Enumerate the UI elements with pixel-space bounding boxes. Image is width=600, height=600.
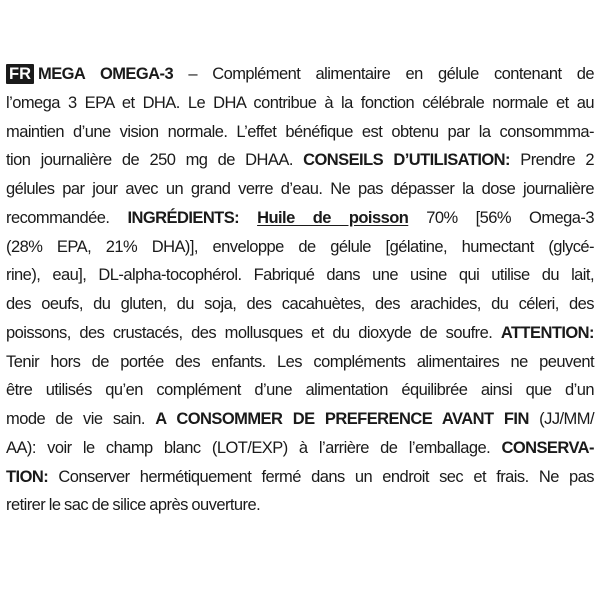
label-body-text: 70% [56% Omega-3 [408, 208, 594, 227]
label-body-text: recommandée. [6, 208, 128, 227]
label-heading-text: A CONSOMMER DE PREFERENCE AVANT FIN [155, 410, 529, 428]
label-body-text: AA): voir le champ blanc (LOT/EXP) à l’arrière de l’emballage. [6, 438, 502, 457]
label-line [6, 376, 594, 405]
label-body-text: des oeufs, du gluten, du soja, des cacahuètes, des arachides, du céleri, des [6, 295, 594, 313]
label-body-text: retirer le sac de silice après ouverture. [6, 496, 261, 515]
label-line [6, 319, 594, 348]
label-line [6, 290, 594, 319]
label-line [6, 233, 594, 262]
label-body-text: rine), eau], DL-alpha-tocophérol. Fabriqué dans une usine qui utilise du lait, [6, 266, 594, 285]
label-body-text: tion journalière de 250 mg de DHAA. [6, 151, 304, 170]
label-heading-text: INGRÉDIENTS: [127, 208, 240, 227]
product-label-text [6, 60, 594, 520]
label-body-text: mode de vie sain. [6, 410, 156, 428]
label-body-text: être utilisés qu’en complément d’une alimentation équilibrée ainsi que d’un [6, 381, 594, 400]
label-heading-text: CONSERVA- [501, 438, 594, 457]
label-heading-text: CONSEILS D’UTILISATION: [303, 151, 510, 170]
label-body-text: (JJ/MM/ [528, 410, 594, 428]
label-body-text: (28% EPA, 21% DHA)], enveloppe de gélule [gélatine, humectant (glycé- [6, 237, 594, 256]
label-body-text: poissons, des crustacés, des mollusques et du dioxyde de soufre. [6, 323, 501, 342]
label-lines [6, 60, 594, 520]
label-line [6, 204, 594, 233]
label-line [6, 175, 594, 204]
label-line [6, 261, 594, 290]
label-line [6, 89, 594, 118]
label-body-text: maintien d’une vision normale. L’effet bénéfique est obtenu par la consommma- [6, 122, 594, 141]
label-line [6, 434, 594, 463]
label-line [6, 60, 594, 89]
label-heading-text: ATTENTION: [500, 323, 594, 342]
label-line [6, 146, 594, 175]
label-line [6, 463, 594, 492]
label-line [6, 491, 594, 520]
label-body-text: Tenir hors de portée des enfants. Les compléments alimentaires ne peuvent [6, 352, 594, 371]
label-line [6, 348, 594, 377]
label-body-text: l’omega 3 EPA et DHA. Le DHA contribue à la fonction célébrale normale et au [6, 93, 594, 112]
label-body-text: Prendre 2 [509, 151, 594, 170]
label-heading-text: MEGA OMEGA-3 [38, 65, 174, 83]
label-body-text: Conserver hermétiquement fermé dans un endroit sec et frais. Ne pas [48, 467, 594, 486]
label-heading-text: TION: [6, 467, 49, 486]
label-body-text: – Complément alimentaire en gélule contenant de [173, 65, 594, 83]
label-body-text [239, 209, 257, 227]
label-line [6, 405, 594, 434]
label-line [6, 118, 594, 147]
language-badge: FR [6, 64, 34, 84]
label-heading-text: Huile de poisson [257, 208, 409, 227]
label-body-text: gélules par jour avec un grand verre d’eau. Ne pas dépasser la dose journalière [6, 180, 594, 198]
